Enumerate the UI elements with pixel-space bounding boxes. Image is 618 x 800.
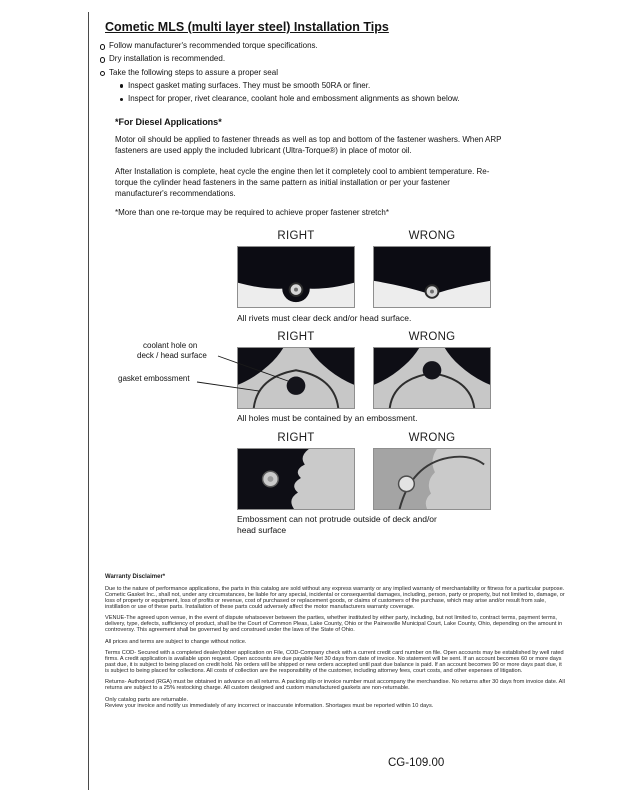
rivet-clear-illustration <box>238 247 354 307</box>
row2-wrong-label: WRONG <box>408 331 456 343</box>
embossment-inside-deck-illustration <box>238 449 354 509</box>
row1-right-label: RIGHT <box>277 230 315 242</box>
page-left-rule <box>88 12 89 790</box>
tip-item <box>99 69 579 104</box>
row1-caption: All rivets must clear deck and/or head surface. <box>237 313 412 323</box>
sub-tip-text: Inspect for proper, rivet clearance, coolant hole and embossment alignments as shown below. <box>128 94 460 104</box>
rivet-wrong-diagram <box>373 246 491 308</box>
row2-right-label: RIGHT <box>277 331 315 343</box>
legal-paragraph: Terms COD- Secured with a completed dealer/jobber application on File, COD-Company check with a current credit card number on file. Open accounts may be established by well rated firms. A credit application is available upon request. Open accounts are due payable Net 30 days from date of invoice. No statement will be sent. If an account becomes 60 or more days past due, it is subject to being placed on credit hold. No orders will be shipped or new orders accepted until past due balance is paid. If an account becomes 90 or more days past due, it is subject to being placed for collections. All costs of collection are the responsibility of the customer, including attorney fees, court costs, and other expenses of litigation. <box>105 649 564 675</box>
legal-paragraph: Due to the nature of performance applications, the parts in this catalog are sold without any express warranty or any implied warranty of merchantability or fitness for a particular purpose. Cometic Gasket Inc., shall not, under any circumstances, be liable for any special, incidental or consequential damages, including, person, party or property, but not limited to, damage, or loss of property or equipment, loss of profits or revenue, cost of purchased or replacement goods, or claims of customers of the purchase, which may arise and/or result from sale, instillation or use of these parts. Installation of these parts could adversely affect the motor manufacturers warranty coverage. <box>105 585 565 611</box>
legal-paragraph: All prices and terms are subject to change without notice. <box>105 638 247 645</box>
tip-text: Dry installation is recommended. <box>109 54 226 64</box>
rivet-touching-illustration <box>374 247 490 307</box>
row3-caption: Embossment can not protrude outside of deck and/or head surface <box>237 514 437 535</box>
legal-paragraph: Review your invoice and notify us immediately of any incorrect or inaccurate information. Shortages must be reported within 10 days. <box>105 703 434 710</box>
tips-list <box>99 42 579 108</box>
callout-pointer-lines <box>195 345 295 405</box>
row3-wrong-label: WRONG <box>408 432 456 444</box>
row2-caption: All holes must be contained by an embossment. <box>237 413 418 423</box>
row3-right-label: RIGHT <box>277 432 315 444</box>
warranty-disclaimer-heading: Warranty Disclaimer* <box>105 574 166 580</box>
legal-paragraph: VENUE-The agreed upon venue, in the event of dispute whatsoever between the parties, whether instituted by either party, including, but not limited to, contract terms, payment terms, delivery, type, defects, sufficiency of product, shall be the Court of Common Pleas, Lake County, Ohio or the Painesville Municipal Court, Lake County, Ohio, depending on the amount in controversy. This agreement shall be governed by and construed under the laws of the State of Ohio. <box>105 615 563 634</box>
page-title: Cometic MLS (multi layer steel) Installation Tips <box>105 20 389 34</box>
sub-tip-item <box>119 95 579 104</box>
tip-item <box>99 55 579 64</box>
sub-tip-text: Inspect gasket mating surfaces. They must be smooth 50RA or finer. <box>128 80 371 90</box>
hole-crossing-embossment-illustration <box>374 348 490 408</box>
hole-contained-wrong-diagram <box>373 347 491 409</box>
embossment-protruding-wrong-diagram <box>373 448 491 510</box>
embossment-inside-right-diagram <box>237 448 355 510</box>
legal-paragraph: Returns- Authorized (RGA) must be obtained in advance on all returns. A packing slip or invoice number must accompany the merchandise. No returns after 30 days from invoice date. All returns are subject to a 25% restocking charge. All custom designed and custom manufactured gaskets are non-returnable. <box>105 679 565 692</box>
retorque-note: *More than one re-torque may be required to achieve proper fastener stretch* <box>115 208 389 217</box>
embossment-outside-deck-illustration <box>374 449 490 509</box>
catalog-page-code: CG-109.00 <box>388 757 445 769</box>
row1-wrong-label: WRONG <box>408 230 456 242</box>
coolant-hole-callout-line1: coolant hole on <box>143 341 198 350</box>
gasket-embossment-callout: gasket embossment <box>118 374 190 383</box>
tip-text: Follow manufacturer's recommended torque specifications. <box>109 41 318 50</box>
diesel-paragraph-heat-cycle: After Installation is complete, heat cycle the engine then let it completely cool to ambient temperature. Re-torque the cylinder head fasteners in the same pattern as initial installation or per your fastener manufacturer's recommendations. <box>115 167 490 199</box>
legal-paragraph: Only catalog parts are returnable. <box>105 696 189 703</box>
tips-sub-list <box>119 82 579 104</box>
diesel-paragraph-oil: Motor oil should be applied to fastener threads as well as top and bottom of the fastener washers. When ARP fasteners are used apply the included lubricant (Ultra-Torque®) in place of motor oil. <box>115 135 502 156</box>
warranty-disclaimer-block <box>105 574 567 714</box>
tip-item <box>99 42 579 51</box>
diesel-applications-heading: *For Diesel Applications* <box>115 117 222 127</box>
rivet-right-diagram <box>237 246 355 308</box>
coolant-hole-callout-line2: deck / head surface <box>137 351 207 360</box>
tip-text: Take the following steps to assure a proper seal <box>109 67 278 77</box>
sub-tip-item <box>119 82 579 91</box>
